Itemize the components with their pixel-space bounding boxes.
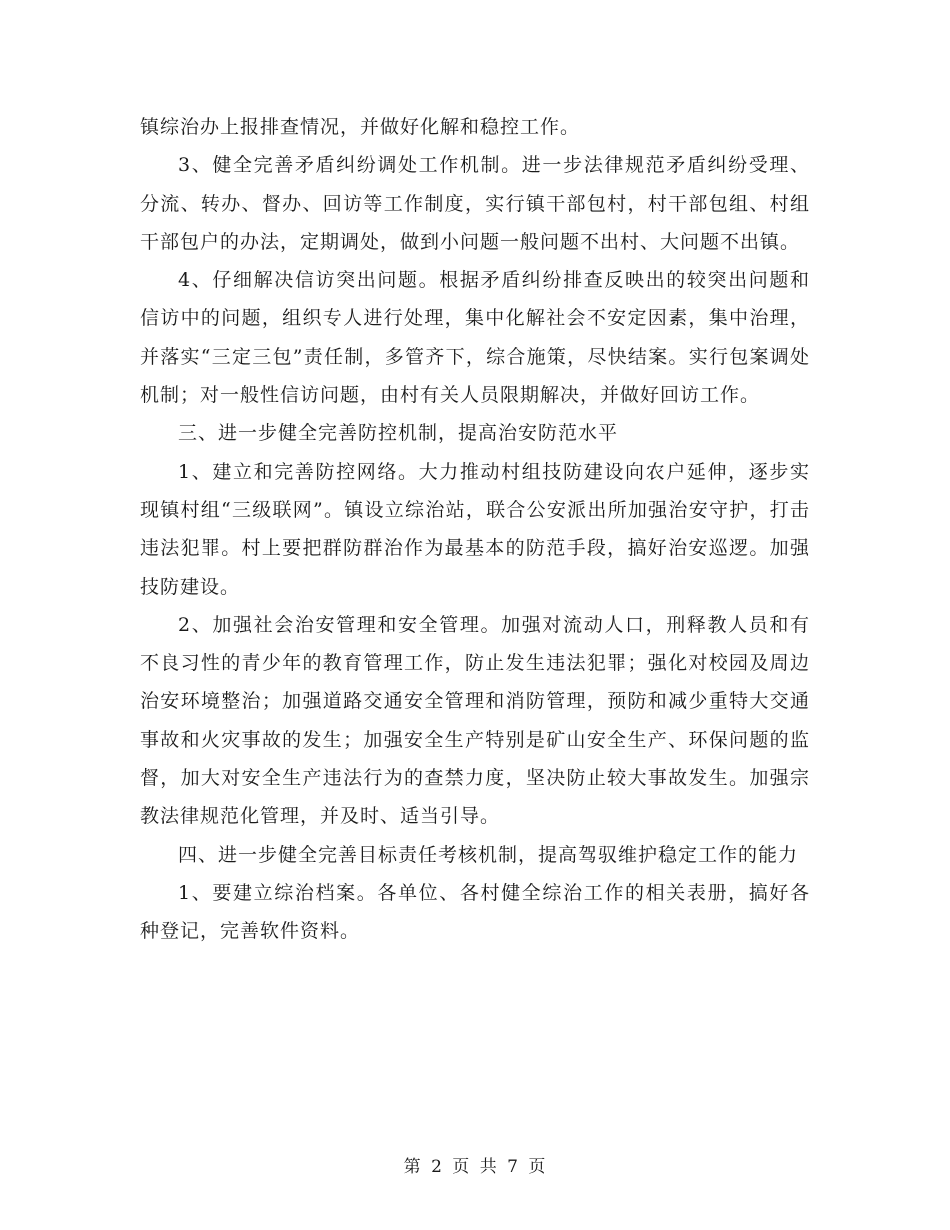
paragraph-continuation: 镇综治办上报排查情况，并做好化解和稳控工作。 [140, 116, 581, 138]
paragraph-item-1-archives: 1、要建立综治档案。各单位、各村健全综治工作的相关表册，搞好各种登记，完善软件资料。 [140, 881, 810, 943]
page-number: 第 2 页 共 7 页 [403, 1157, 547, 1177]
document-body [140, 108, 810, 951]
paragraph-item-3: 3、健全完善矛盾纠纷调处工作机制。进一步法律规范矛盾纠纷受理、分流、转办、督办、回访等工作制度，实行镇干部包村，村干部包组、村组干部包户的办法，定期调处，做到小问题一般问题不出村、大问题不出镇。 [140, 154, 810, 253]
paragraph-item-1-network: 1、建立和完善防控网络。大力推动村组技防建设向农户延伸，逐步实现镇村组“三级联网”。镇设立综治站，联合公安派出所加强治安守护，打击违法犯罪。村上要把群防群治作为最基本的防范手段，搞好治安巡逻。加强技防建设。 [140, 460, 810, 598]
section-heading-3: 三、进一步健全完善防控机制，提高治安防范水平 [178, 422, 619, 445]
paragraph-item-4: 4、仔细解决信访突出问题。根据矛盾纠纷排查反映出的较突出问题和信访中的问题，组织专人进行处理，集中化解社会不安定因素，集中治理，并落实“三定三包”责任制，多管齐下，综合施策，尽快结案。实行包案调处机制；对一般性信访问题，由村有关人员限期解决，并做好回访工作。 [140, 269, 810, 407]
section-heading-4: 四、进一步健全完善目标责任考核机制，提高驾驭维护稳定工作的能力 [178, 843, 799, 866]
paragraph-item-2-management: 2、加强社会治安管理和安全管理。加强对流动人口，刑释教人员和有不良习性的青少年的教育管理工作，防止发生违法犯罪；强化对校园及周边治安环境整治；加强道路交通安全管理和消防管理，预防和减少重特大交通事故和火灾事故的发生；加强安全生产特别是矿山安全生产、环保问题的监督，加大对安全生产违法行为的查禁力度，坚决防止较大事故发生。加强宗教法律规范化管理，并及时、适当引导。 [140, 613, 810, 828]
